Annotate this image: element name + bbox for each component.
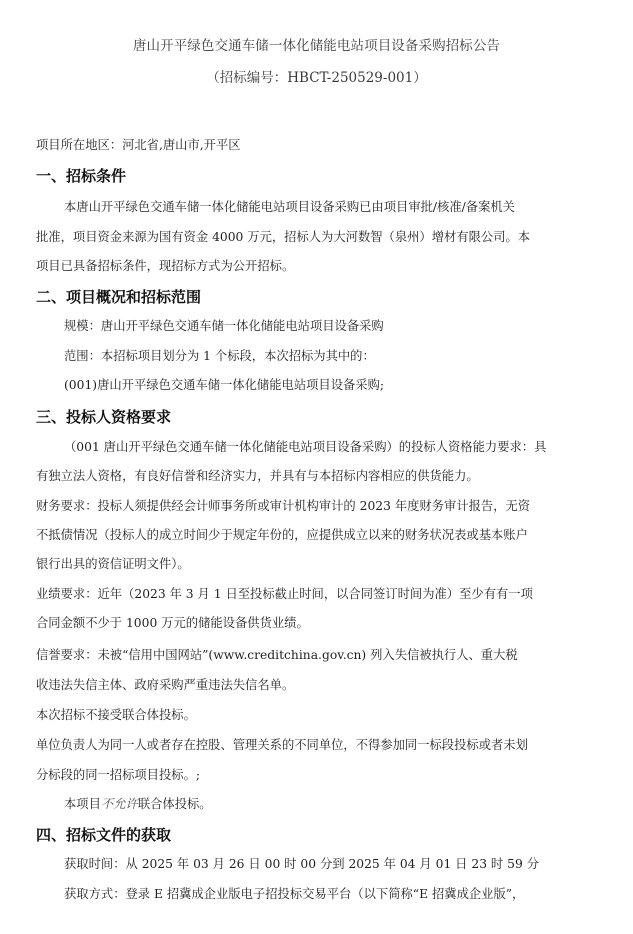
- finance-line-2: 不抵债情况（投标人的成立时间少于规定年份的，应提供成立以来的财务状况表或基本账户: [36, 528, 528, 542]
- documents-time: 获取时间：从 2025 年 03 月 26 日 00 时 00 分到 2025 年 04 月 01 日 23 时 59 分: [64, 857, 539, 871]
- performance-line-1: 业绩要求：近年（2023 年 3 月 1 日至投标截止时间，以合同签订时间为准）至少有有一项: [36, 587, 533, 601]
- consortium-suffix: 联合体投标。: [137, 797, 212, 811]
- documents-method: 获取方式：登录 E 招冀成企业版电子招投标交易平台（以下简称“E 招冀成企业版”，: [64, 887, 525, 901]
- credit-line-1: 信誉要求：未被“信用中国网站”(www.creditchina.gov.cn) 列入失信被执行人、重大税: [36, 648, 518, 662]
- qualification-line-1: （001 唐山开平绿色交通车储一体化储能电站项目设备采购）的投标人资格能力要求：具: [64, 440, 547, 454]
- no-consortium-note: 本次招标不接受联合体投标。: [36, 708, 196, 722]
- consortium-italic: 不允许: [100, 797, 138, 811]
- unit-restriction-line-1: 单位负责人为同一人或者存在控股、管理关系的不同单位，不得参加同一标段投标或者未划: [36, 738, 528, 752]
- overview-scale: 规模：唐山开平绿色交通车储一体化储能电站项目设备采购: [64, 319, 384, 333]
- performance-line-2: 合同金额不少于 1000 万元的储能设备供货业绩。: [36, 616, 309, 630]
- announcement-title: 唐山开平绿色交通车储一体化储能电站项目设备采购招标公告: [132, 38, 501, 54]
- overview-scope: 范围：本招标项目划分为 1 个标段，本次招标为其中的：: [64, 349, 375, 363]
- overview-lot: (001)唐山开平绿色交通车储一体化储能电站项目设备采购;: [64, 378, 385, 392]
- qualification-line-2: 有独立法人资格，有良好信誉和经济实力，并具有与本招标内容相应的供货能力。: [36, 469, 479, 483]
- section-heading-conditions: 一、招标条件: [36, 167, 127, 185]
- project-location: 项目所在地区：河北省,唐山市,开平区: [36, 138, 241, 152]
- section-heading-overview: 二、项目概况和招标范围: [36, 288, 202, 306]
- unit-restriction-line-2: 分标段的同一招标项目投标。;: [36, 768, 201, 782]
- conditions-line-3: 项目已具备招标条件，现招标方式为公开招标。: [36, 259, 295, 273]
- consortium-prefix: 本项目: [64, 797, 101, 811]
- finance-line-1: 财务要求：投标人须提供经会计师事务所或审计机构审计的 2023 年度财务审计报告，无资: [36, 499, 531, 513]
- finance-line-3: 银行出具的资信证明文件）。: [36, 557, 190, 571]
- section-heading-documents: 四、招标文件的获取: [36, 826, 172, 844]
- section-heading-qualifications: 三、投标人资格要求: [36, 408, 172, 426]
- credit-line-2: 收违法失信主体、政府采购严重违法失信名单。: [36, 678, 295, 692]
- consortium-statement: [64, 796, 599, 812]
- conditions-line-1: 本唐山开平绿色交通车储一体化储能电站项目设备采购已由项目审批/核准/备案机关: [64, 200, 515, 214]
- conditions-line-2: 批准，项目资金来源为国有资金 4000 万元，招标人为大河数智（泉州）增材有限公司。本: [36, 230, 531, 244]
- tender-number: （招标编号：HBCT-250529-001）: [206, 70, 427, 86]
